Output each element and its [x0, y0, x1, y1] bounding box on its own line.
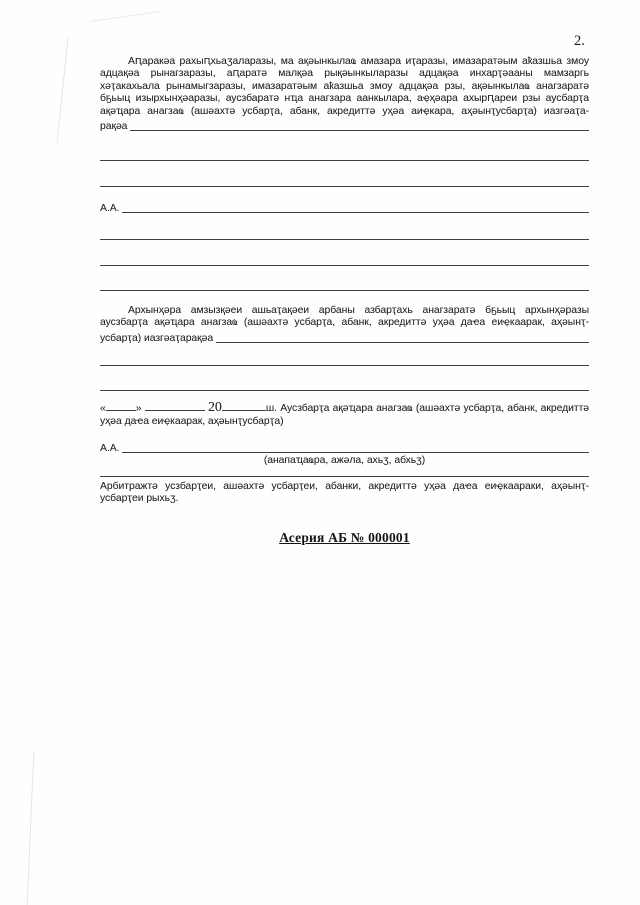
close-quote: » — [135, 403, 142, 414]
date-line — [100, 401, 589, 428]
fill-in-row — [100, 121, 589, 133]
blank-write-line — [100, 365, 589, 366]
initials-label: А.А. — [100, 203, 120, 214]
date-line-text: Аусзбарҭа ақәҵара анагзаҩ (ашәахтә усбарҭа, абанк, акредиттә уҳәа даҽа еиҿкаарак, аҳәынҭусбарҭа) — [100, 403, 590, 427]
signer-initials-row — [100, 203, 589, 215]
paragraph-instructions-text: Аԥаракәа рахыԥхьаӡаларазы, ма ақәынкылаҩ амазара иҭаразы, имазаратәым аҟазшьа змоу адцақәа рынагзаразы, аԥаратә малқәа рықәынкыларазы адцақәа инхарҭәааны мамзаргь хәҭакахьала рынамыгзаразы, имазаратәым аҟазшьа змоу адцақәа рзы, ақәынкылаҩ анагзаратә бҕьыц изырхынҳәаразы, аусзбаратә нҵа анагзара аанкылара, аҿҳәара ахырԥареи рзы аусбарҭа ақәҵара анагзаҩ (ашәахтә усбарҭа, абанк, акредиттә уҳәа аиҿкара, аҳәынҭусбарҭа) иазгәаҭа- — [100, 56, 589, 117]
year-prefix: 20 — [207, 400, 222, 415]
year-suffix: ш. — [265, 403, 277, 414]
blank-write-line — [122, 212, 589, 213]
blank-write-line — [130, 130, 589, 131]
scan-artifact — [57, 38, 69, 143]
paragraph-institution-names: Арбитражтә усзбарҭеи, ашәахтә усбарҭеи, абанки, акредиттә уҳәа даҽа еиҿкаараки, аҳәынҭ-усбарҭеи рыхьӡ. — [100, 481, 589, 505]
blank-write-line — [122, 452, 589, 453]
blank-write-line — [100, 390, 589, 391]
paragraph-return-reasons-text: Архынҳәра амзызқәеи ашьаҭақәеи арбаны азбарҭахь анагзаратә бҕьыц архынҳәразы аусзбарҭа ақәҵара анагзаҩ (ашәахтә усбарҭа, абанк, акредиттә уҳәа даҽа еиҿкаарак, аҳәынҭ- — [100, 305, 589, 329]
blank-write-line — [100, 290, 589, 291]
paragraph-tail-word: усбарҭа) иазгәаҭарақәа — [100, 332, 214, 344]
blank-day-field — [106, 410, 136, 411]
blank-write-line — [100, 265, 589, 266]
scan-artifact — [27, 752, 35, 905]
series-number-heading: Асерия АБ № 000001 — [279, 530, 410, 545]
blank-year-field — [222, 410, 266, 411]
open-quote: « — [100, 403, 106, 414]
fill-in-row — [100, 333, 589, 345]
signature-caption: (анапаҵаҩра, ажәла, ахьӡ, абхьӡ) — [263, 455, 426, 466]
initials-label: А.А. — [100, 443, 120, 454]
blank-write-line — [100, 239, 589, 240]
blank-write-line — [100, 186, 589, 187]
paragraph-instructions — [100, 56, 589, 133]
paragraph-tail-word: рақәа — [100, 121, 128, 133]
paragraph-return-reasons — [100, 305, 589, 345]
page-number: 2. — [574, 33, 585, 49]
blank-write-line — [100, 476, 589, 477]
scan-artifact — [90, 11, 159, 22]
blank-month-field — [145, 410, 205, 411]
blank-write-line — [216, 342, 589, 343]
signer-initials-row — [100, 443, 589, 455]
blank-write-line — [100, 160, 589, 161]
